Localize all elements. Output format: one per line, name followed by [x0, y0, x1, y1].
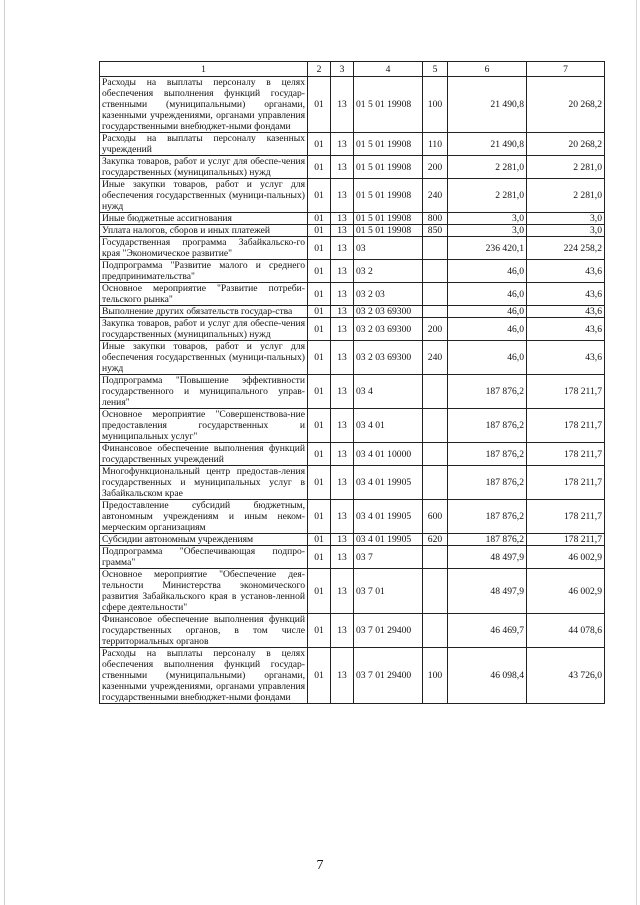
table-row	[100, 283, 605, 306]
row-name-cell: Закупка товаров, работ и услуг для обеспе-чения государственных (муниципальных) нужд	[100, 156, 308, 179]
row-value-cell: 187 876,2	[448, 443, 527, 466]
row-value-cell	[423, 443, 448, 466]
row-value-cell: 13	[331, 133, 354, 156]
row-value-cell: 01	[308, 225, 331, 237]
row-value-cell: 21 490,8	[448, 133, 527, 156]
row-value-cell: 20 268,2	[527, 77, 605, 133]
row-value-cell: 13	[331, 443, 354, 466]
row-value-cell: 01	[308, 213, 331, 225]
table-row	[100, 260, 605, 283]
row-value-cell: 200	[423, 318, 448, 341]
row-value-cell: 240	[423, 179, 448, 213]
row-value-cell: 01 5 01 19908	[354, 179, 423, 213]
row-value-cell: 13	[331, 213, 354, 225]
row-name-cell: Основное мероприятие "Развитие потреби-тельского рынка"	[100, 283, 308, 306]
row-value-cell: 13	[331, 237, 354, 260]
row-value-cell: 100	[423, 77, 448, 133]
row-value-cell: 187 876,2	[448, 375, 527, 409]
row-name-cell: Подпрограмма "Обеспечивающая подпро-грамма"	[100, 546, 308, 569]
column-header: 5	[423, 62, 448, 77]
row-name-cell: Основное мероприятие "Обеспечение дея-тельности Министерства экономического развития Забайкальского края в установ-ленной сфере деятельности"	[100, 569, 308, 614]
row-value-cell: 13	[331, 318, 354, 341]
row-value-cell: 03 4 01 10000	[354, 443, 423, 466]
row-value-cell: 3,0	[527, 213, 605, 225]
row-value-cell	[423, 260, 448, 283]
row-value-cell	[423, 409, 448, 443]
row-value-cell: 2 281,0	[448, 179, 527, 213]
column-header: 2	[308, 62, 331, 77]
row-value-cell: 2 281,0	[527, 156, 605, 179]
row-value-cell: 48 497,9	[448, 569, 527, 614]
row-value-cell: 01	[308, 156, 331, 179]
row-value-cell: 43,6	[527, 341, 605, 375]
row-value-cell: 03 7	[354, 546, 423, 569]
row-value-cell: 13	[331, 260, 354, 283]
table-row	[100, 375, 605, 409]
row-value-cell	[423, 614, 448, 648]
row-value-cell: 2 281,0	[448, 156, 527, 179]
row-name-cell: Государственная программа Забайкальско-го края "Экономическое развитие"	[100, 237, 308, 260]
table-row	[100, 569, 605, 614]
page-edge-right	[636, 0, 637, 905]
row-value-cell: 48 497,9	[448, 546, 527, 569]
row-value-cell: 03 4 01	[354, 409, 423, 443]
row-value-cell: 43,6	[527, 260, 605, 283]
row-value-cell: 46,0	[448, 306, 527, 318]
row-value-cell: 03 7 01 29400	[354, 648, 423, 704]
row-value-cell: 100	[423, 648, 448, 704]
row-name-cell: Расходы на выплаты персоналу казенных учреждений	[100, 133, 308, 156]
column-header: 6	[448, 62, 527, 77]
row-value-cell: 46 098,4	[448, 648, 527, 704]
row-value-cell: 43,6	[527, 283, 605, 306]
row-value-cell: 01	[308, 306, 331, 318]
row-value-cell: 187 876,2	[448, 534, 527, 546]
row-value-cell: 800	[423, 213, 448, 225]
table-row	[100, 500, 605, 534]
page-number: 7	[316, 858, 324, 873]
row-value-cell: 3,0	[448, 213, 527, 225]
row-value-cell: 01	[308, 260, 331, 283]
table-row	[100, 306, 605, 318]
table-row	[100, 409, 605, 443]
row-value-cell	[423, 569, 448, 614]
row-value-cell: 46,0	[448, 318, 527, 341]
table-row	[100, 318, 605, 341]
row-value-cell: 13	[331, 648, 354, 704]
row-name-cell: Иные закупки товаров, работ и услуг для обеспечения государственных (муници-пальных) нужд	[100, 179, 308, 213]
row-value-cell: 13	[331, 77, 354, 133]
row-value-cell: 46 002,9	[527, 569, 605, 614]
row-value-cell: 01	[308, 466, 331, 500]
row-value-cell: 01	[308, 179, 331, 213]
column-header: 3	[331, 62, 354, 77]
table-row	[100, 534, 605, 546]
row-value-cell: 187 876,2	[448, 409, 527, 443]
row-value-cell: 03 7 01	[354, 569, 423, 614]
row-value-cell: 13	[331, 283, 354, 306]
column-header: 1	[100, 62, 308, 77]
row-name-cell: Финансовое обеспечение выполнения функций государственных органов, в том числе территориальных органов	[100, 614, 308, 648]
table-row	[100, 237, 605, 260]
row-value-cell: 850	[423, 225, 448, 237]
row-value-cell: 178 211,7	[527, 534, 605, 546]
row-value-cell: 03 4 01 19905	[354, 466, 423, 500]
table-row	[100, 546, 605, 569]
row-value-cell: 43,6	[527, 306, 605, 318]
row-value-cell: 240	[423, 341, 448, 375]
row-value-cell: 03 4 01 19905	[354, 534, 423, 546]
row-value-cell: 20 268,2	[527, 133, 605, 156]
row-value-cell	[423, 466, 448, 500]
table-row	[100, 133, 605, 156]
row-value-cell: 01	[308, 237, 331, 260]
row-name-cell: Многофункциональный центр предостав-ления государственных и муниципальных услуг в Забайкальском крае	[100, 466, 308, 500]
row-value-cell: 03 2 03	[354, 283, 423, 306]
row-value-cell: 200	[423, 156, 448, 179]
row-value-cell: 13	[331, 466, 354, 500]
row-value-cell: 01 5 01 19908	[354, 156, 423, 179]
row-value-cell: 2 281,0	[527, 179, 605, 213]
column-header: 7	[527, 62, 605, 77]
table-row	[100, 614, 605, 648]
row-value-cell: 01	[308, 409, 331, 443]
row-value-cell: 13	[331, 534, 354, 546]
row-value-cell: 03 2 03 69300	[354, 341, 423, 375]
table-row	[100, 648, 605, 704]
row-value-cell: 3,0	[527, 225, 605, 237]
table-row	[100, 443, 605, 466]
column-header: 4	[354, 62, 423, 77]
row-name-cell: Иные закупки товаров, работ и услуг для обеспечения государственных (муници-пальных) нужд	[100, 341, 308, 375]
row-value-cell: 03 2	[354, 260, 423, 283]
row-value-cell: 01	[308, 375, 331, 409]
row-value-cell	[423, 237, 448, 260]
table-row	[100, 466, 605, 500]
row-value-cell: 01	[308, 546, 331, 569]
row-value-cell: 01 5 01 19908	[354, 133, 423, 156]
row-value-cell: 03 7 01 29400	[354, 614, 423, 648]
budget-table	[99, 61, 605, 704]
table-row	[100, 213, 605, 225]
row-value-cell: 01	[308, 614, 331, 648]
row-name-cell: Закупка товаров, работ и услуг для обеспе-чения государственных (муниципальных) нужд	[100, 318, 308, 341]
row-value-cell: 21 490,8	[448, 77, 527, 133]
table-row	[100, 179, 605, 213]
row-name-cell: Предоставление субсидий бюджетным, автономным учреждениям и иным неком-мерческим организациям	[100, 500, 308, 534]
row-value-cell: 600	[423, 500, 448, 534]
row-value-cell: 44 078,6	[527, 614, 605, 648]
row-value-cell: 01	[308, 648, 331, 704]
row-value-cell: 01 5 01 19908	[354, 77, 423, 133]
row-value-cell: 01	[308, 500, 331, 534]
row-name-cell: Подпрограмма "Повышение эффективности государственного и муниципального управ-ления"	[100, 375, 308, 409]
row-value-cell: 178 211,7	[527, 500, 605, 534]
row-value-cell: 03 4 01 19905	[354, 500, 423, 534]
page-edge-left	[4, 0, 5, 905]
row-value-cell: 46,0	[448, 283, 527, 306]
row-value-cell: 178 211,7	[527, 466, 605, 500]
row-value-cell: 187 876,2	[448, 466, 527, 500]
row-value-cell: 46 002,9	[527, 546, 605, 569]
row-value-cell: 01	[308, 318, 331, 341]
row-value-cell: 01	[308, 283, 331, 306]
row-value-cell: 13	[331, 341, 354, 375]
table-row	[100, 77, 605, 133]
row-value-cell: 03 2 03 69300	[354, 306, 423, 318]
row-value-cell: 13	[331, 375, 354, 409]
row-value-cell: 110	[423, 133, 448, 156]
row-value-cell: 13	[331, 569, 354, 614]
row-value-cell	[423, 375, 448, 409]
table-header-row	[100, 62, 605, 77]
table-row	[100, 341, 605, 375]
row-value-cell: 01	[308, 341, 331, 375]
row-name-cell: Уплата налогов, сборов и иных платежей	[100, 225, 308, 237]
row-value-cell: 03	[354, 237, 423, 260]
row-value-cell: 3,0	[448, 225, 527, 237]
row-name-cell: Подпрограмма "Развитие малого и среднего предпринимательства"	[100, 260, 308, 283]
row-value-cell: 01	[308, 77, 331, 133]
row-value-cell: 43 726,0	[527, 648, 605, 704]
row-value-cell	[423, 306, 448, 318]
row-value-cell: 13	[331, 179, 354, 213]
table-row	[100, 156, 605, 179]
row-name-cell: Расходы на выплаты персоналу в целях обеспечения выполнения функций государ-ственными (муниципальными) органами, казенными учреждениями, органами управления государственными внебюджет-ными фондами	[100, 77, 308, 133]
row-name-cell: Иные бюджетные ассигнования	[100, 213, 308, 225]
row-value-cell: 224 258,2	[527, 237, 605, 260]
row-name-cell: Расходы на выплаты персоналу в целях обеспечения выполнения функций государ-ственными (муниципальными) органами, казенными учреждениями, органами управления государственными внебюджет-ными фондами	[100, 648, 308, 704]
row-value-cell: 13	[331, 614, 354, 648]
row-value-cell: 178 211,7	[527, 443, 605, 466]
row-value-cell: 187 876,2	[448, 500, 527, 534]
row-value-cell: 236 420,1	[448, 237, 527, 260]
row-value-cell: 01 5 01 19908	[354, 225, 423, 237]
table-row	[100, 225, 605, 237]
row-value-cell: 01	[308, 133, 331, 156]
row-value-cell: 178 211,7	[527, 375, 605, 409]
row-name-cell: Субсидии автономным учреждениям	[100, 534, 308, 546]
row-value-cell: 46,0	[448, 260, 527, 283]
row-value-cell: 03 2 03 69300	[354, 318, 423, 341]
row-value-cell: 13	[331, 306, 354, 318]
row-value-cell: 43,6	[527, 318, 605, 341]
row-value-cell: 03 4	[354, 375, 423, 409]
row-value-cell: 01	[308, 534, 331, 546]
table-body	[100, 77, 605, 704]
row-value-cell: 01 5 01 19908	[354, 213, 423, 225]
row-value-cell: 46,0	[448, 341, 527, 375]
row-name-cell: Основное мероприятие "Совершенствова-ние предоставления государственных и муниципальных услуг"	[100, 409, 308, 443]
row-value-cell: 13	[331, 156, 354, 179]
row-value-cell: 178 211,7	[527, 409, 605, 443]
row-value-cell: 13	[331, 225, 354, 237]
row-value-cell: 01	[308, 443, 331, 466]
row-value-cell: 13	[331, 409, 354, 443]
row-name-cell: Финансовое обеспечение выполнения функций государственных учреждений	[100, 443, 308, 466]
row-value-cell: 13	[331, 546, 354, 569]
row-value-cell: 46 469,7	[448, 614, 527, 648]
row-name-cell: Выполнение других обязательств государ-ства	[100, 306, 308, 318]
row-value-cell	[423, 283, 448, 306]
row-value-cell: 620	[423, 534, 448, 546]
row-value-cell	[423, 546, 448, 569]
row-value-cell: 01	[308, 569, 331, 614]
row-value-cell: 13	[331, 500, 354, 534]
